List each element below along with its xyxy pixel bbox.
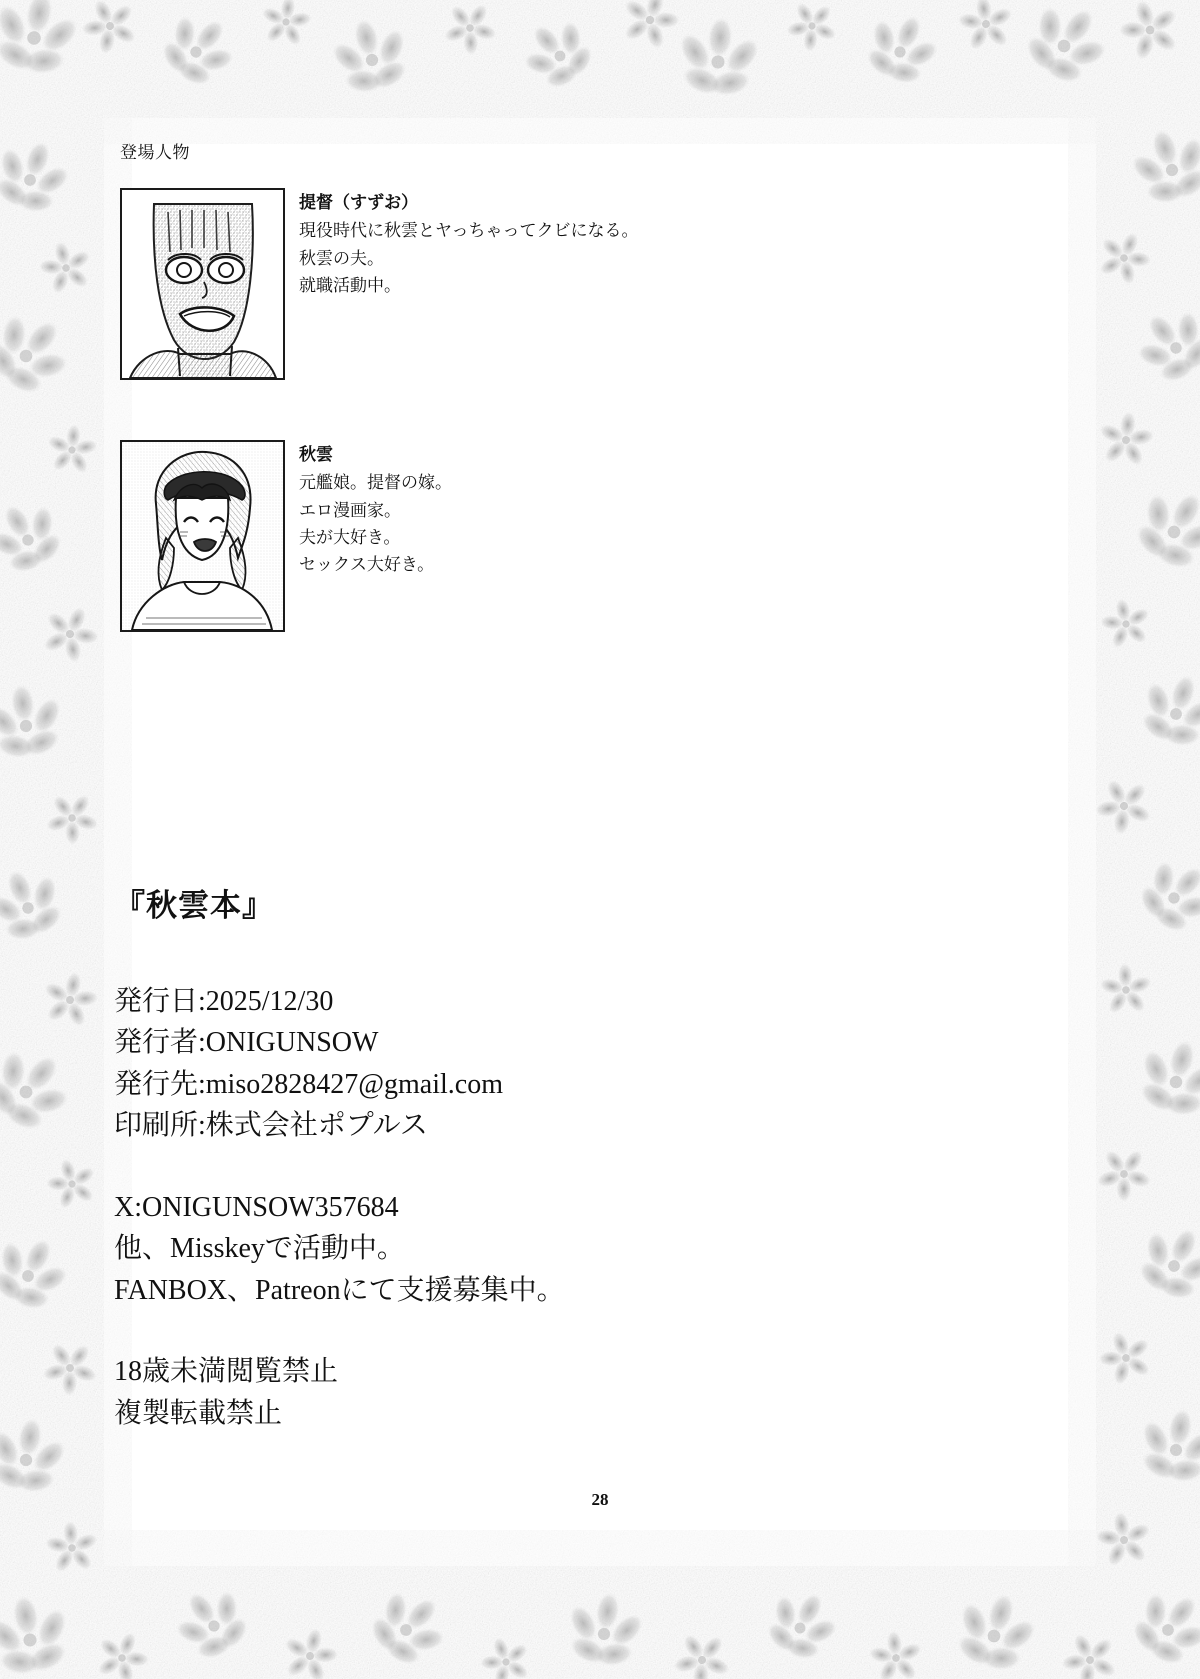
publication-date: 発行日:2025/12/30 [114,986,334,1017]
page-title: 登場人物 [120,143,190,162]
character-line: 秋雲の夫。 [299,248,384,268]
misskey-note: 他、Misskeyで活動中。 [114,1233,405,1265]
character-entry [120,440,452,632]
social-info [114,1187,1014,1311]
printer: 印刷所:株式会社ポプルス [114,1110,428,1142]
character-name: 秋雲 [299,445,333,464]
character-line: 就職活動中。 [299,275,401,295]
character-line: エロ漫画家。 [299,500,401,520]
reproduction-notice: 複製転載禁止 [114,1397,283,1429]
age-restriction-notice: 18歳未満閲覧禁止 [114,1356,339,1388]
publisher: 発行者:ONIGUNSOW [114,1027,379,1059]
contact-email: 発行先:miso2828427@gmail.com [114,1068,503,1100]
masked-man-portrait [120,188,285,380]
x-handle: X:ONIGUNSOW357684 [114,1191,399,1223]
warnings [114,1351,1014,1434]
character-line: セックス大好き。 [299,554,435,574]
character-line: 夫が大好き。 [299,527,401,547]
character-description [299,440,452,578]
character-description [299,188,639,299]
character-name: 提督（すずお） [299,193,419,212]
page-number: 28 [591,1490,609,1509]
colophon-title: 『秋雲本』 [114,888,274,923]
character-entry [120,188,639,380]
support-note: FANBOX、Patreonにて支援募集中。 [114,1274,565,1306]
character-line: 元艦娘。提督の嫁。 [299,473,452,493]
smiling-girl-portrait [120,440,285,632]
character-line: 現役時代に秋雲とヤっちゃってクビになる。 [299,221,639,241]
publication-info [114,981,1014,1147]
colophon [114,880,1014,1434]
